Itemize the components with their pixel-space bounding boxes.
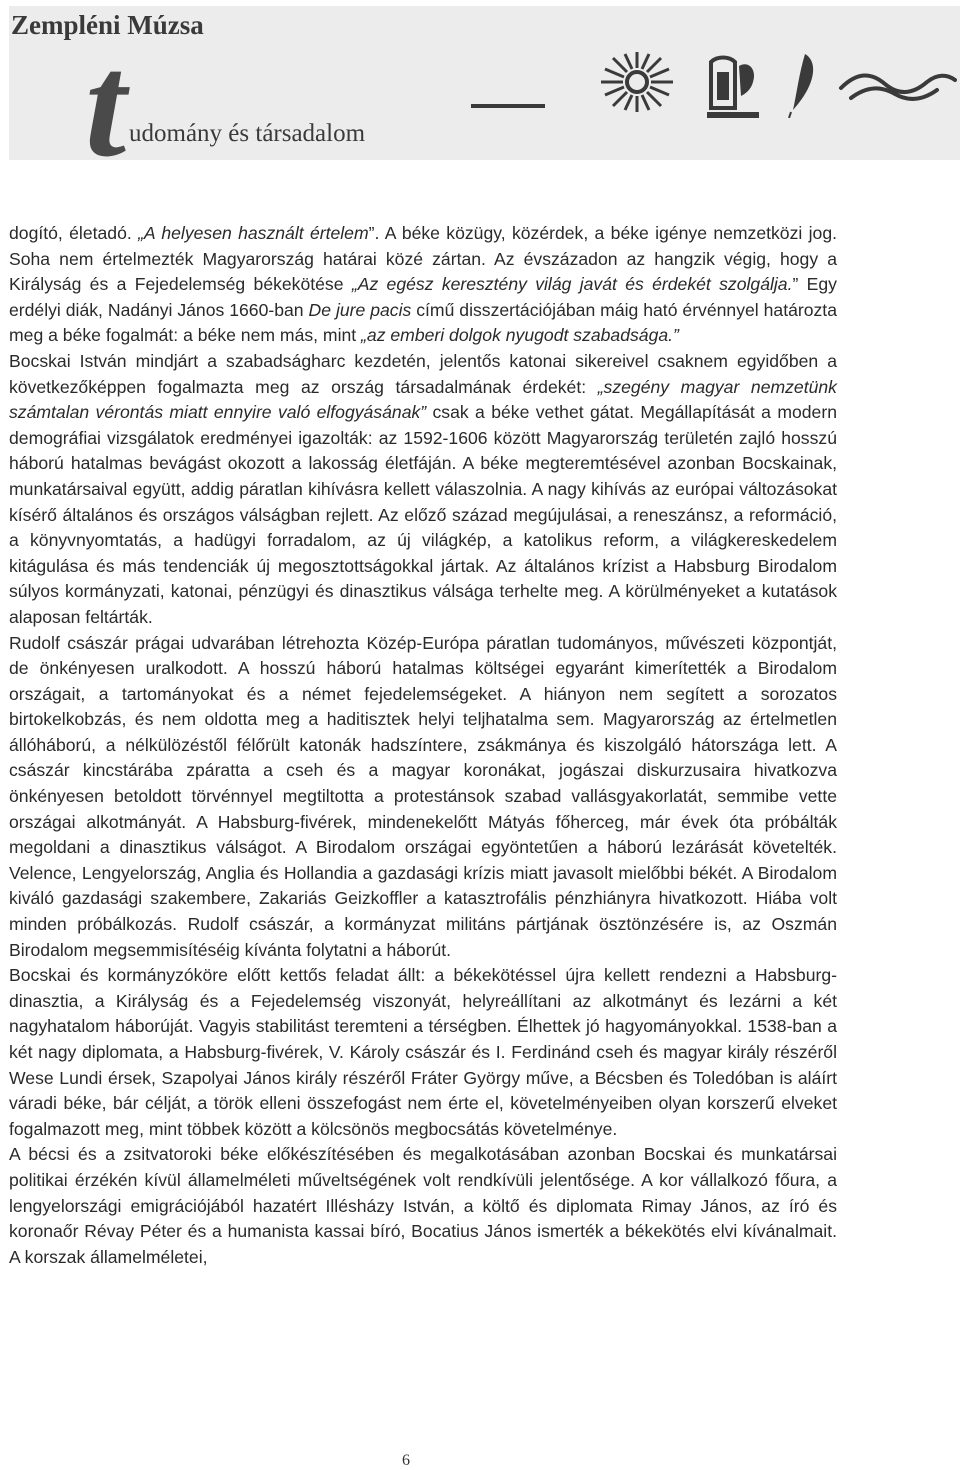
page-number: 6 xyxy=(402,1452,410,1469)
paragraph-5: A bécsi és a zsitvatoroki béke előkészítésében és megalkotásában azonban Bocskai és munkatársai politikai érzékén kívül államelméleti műveltségének volt rendkívüli jelentősége. A kor vállalkozó főura, a lengyelországi emigrációjából hazatért Illésházy István, a költő és diplomata Rimay János, az író és koronaőr Révay Péter és a humanista kassai bíró, Bocatius János ismerték a békekötés elvi kívánalmait. A korszak államelméletei, xyxy=(9,1144,837,1267)
title-de-jure-pacis: De jure pacis xyxy=(308,299,412,320)
quote-szegeny-magyar: „szegény magyar nemzetünk számtalan vérontás miatt ennyire való elfogyásának” xyxy=(9,376,837,423)
magazine-title: Zempléni Múzsa xyxy=(11,10,204,40)
quote-egesz-kereszteny: „Az egész keresztény világ javát és érdekét szolgálja. xyxy=(351,274,793,295)
section-divider xyxy=(471,104,545,108)
quote-helyesen: „A helyesen használt értelem xyxy=(138,223,369,243)
section-initial-letter: t xyxy=(85,24,127,160)
quote-emberi-dolgok: „az emberi dolgok nyugodt szabadsága.” xyxy=(361,325,679,346)
paragraph-4: Bocskai és kormányzóköre előtt kettős feladat állt: a békekötéssel újra kellett rendezni a Habsburg-dinasztia, a Királyság és a Fejedelemség viszonyát, helyreállítani az alkotmányt és lezárni a két nagyhatalom háborúját. Vagyis stabilitást teremteni a térségben. Élhettek jó hagyományokkal. 1538-ban a két nagy diplomata, a Habsburg-fivérek, V. Károly császár és I. Ferdinánd cseh és magyar király részéről Wese Lundi érsek, Szapolyai János király részéről Fráter György műve, a Bécsben és Toledóban is aláírt váradi béke, bár célját, a török elleni összefogást nem érte el, követelményeiben olyan korszerű elveket fogalmazott meg, mint többek között a kölcsönös megbocsátás követelménye. xyxy=(9,965,837,1139)
section-title: udomány és társadalom xyxy=(129,120,366,147)
article-body xyxy=(9,221,837,1270)
paragraph-3: Rudolf császár prágai udvarában létrehozta Közép-Európa páratlan tudományos, művészeti központját, de önkényesen uralkodott. A hosszú háború hatalmas költségei egyaránt kimerítették a Birodalom országait, a tartományokat és a német fejedelemségeket. A hiányon nem segített a sorozatos birtokelkobzás, és nem oldotta meg a haditisztek helyi teljhatalma sem. Magyarország az értelmetlen állóháború, a nélkülözéstől félőrült katonák hadszíntere, zsákmánya és kiszolgáló hátországa lett. A császár kincstárába zpáratta a cseh és a magyar koronákat, jogászai diskurzusaira hivatkozva önkényesen betoldott törvénnyel megtiltotta a protestánsok szabad vallásgyakorlatát, semmibe vette országai alkotmányát. A Habsburg-fivérek, mindenekelőtt Mátyás főherceg, már évek óta próbálták megoldani a dinasztikus válságot. A Birodalom országai egyöntetűen a háború lezárását követelték. Velence, Lengyelország, Anglia és Hollandia a gazdasági krízis miatt javasolt mielőbbi békét. A Birodalom kiváló gazdasági szakembere, Zakariás Geizkoffler a katasztrofális pénzhiányra hivatkozott. Hiába volt minden próbálkozás. Rudolf császár, a kormányzat militáns pártjának ösztönzésére is, az Oszmán Birodalom megsemmisítéséig kívánta folytatni a háborút. xyxy=(9,632,837,960)
decorative-ornament-icon xyxy=(587,46,959,118)
page-header xyxy=(9,6,960,160)
paragraph-2: Bocskai István mindjárt a szabadságharc kezdetén, jelentős katonai sikereivel csaknem egyidőben a következőképpen fogalmazta meg az ország társadalmának érdekét: „szegény magyar nemzetünk számtalan vérontás miatt ennyire való elfogyásának” csak a béke vethet gátat. Megállapítását a modern demográfiai vizsgálatok eredményei igazolták: az 1592-1606 között Magyarország területén zajló hosszú háború hatalmas bevágást okozott a lakosság életfáján. A béke megteremtésével azonban Bocskainak, munkatársaival együtt, addig páratlan kihívásra kellett válaszolnia. A nagy kihívás az európai változásokat kísérő általános és országos válságban rejlett. Az előző század megújulásai, a reneszánsz, a reformáció, a könyvnyomtatás, a hadügyi forradalom, az új világkép, a katolikus reform, a világkereskedelem kitágulása és más tendenciák új megosztottságokkal jártak. Az általános krízist a Habsburg Birodalom súlyos kormányzati, katonai, pénzügyi és dinasztikus válsága terhelte meg. A körülményeket a kutatások alaposan feltárták. xyxy=(9,350,837,627)
paragraph-1: dogító, életadó. „A helyesen használt értelem”. A béke közügy, közérdek, a béke igénye nemzetközi jog. Soha nem értelmezték Magyarország határai közé zártan. Az évszázadon az hangzik végig, hogy a Királyság és a Fejedelemség békekötése „Az egész keresztény világ javát és érdekét szolgálja.” Egy erdélyi diák, Nadányi János 1660-ban De jure pacis című disszertációjában máig ható érvénnyel határozta meg a béke fogalmát: a béke nem más, mint „az emberi dolgok nyugodt szabadsága.” xyxy=(9,223,837,346)
